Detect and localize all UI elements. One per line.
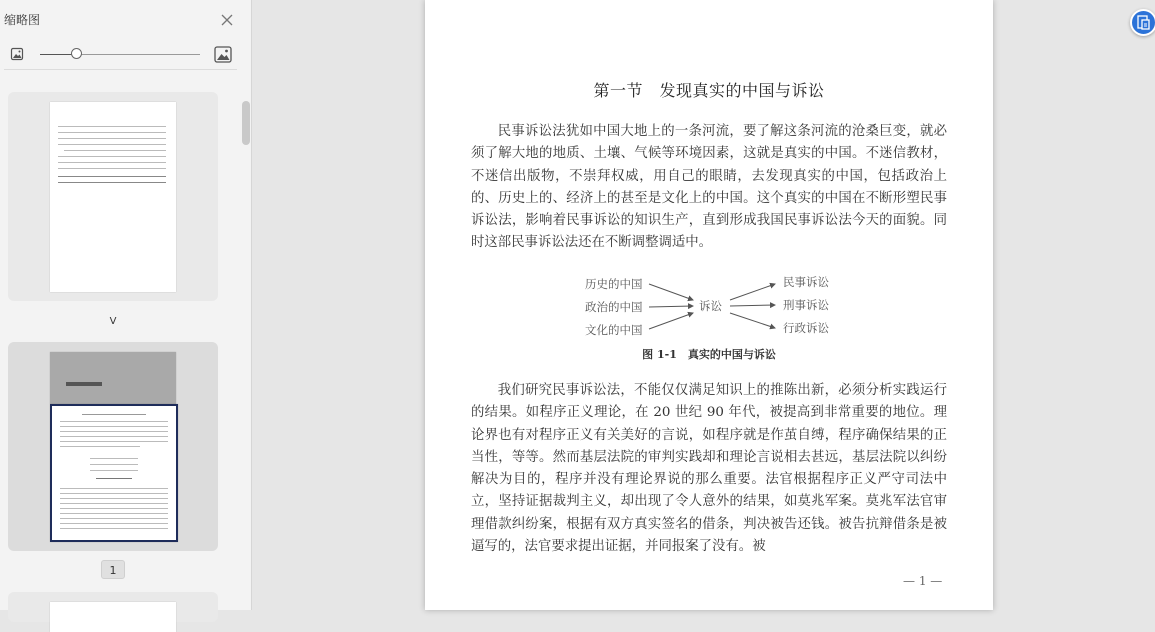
diagram-arrow: [730, 305, 775, 306]
thumbnail-label: V: [109, 316, 117, 327]
diagram-input-label: 文化的中国: [585, 323, 643, 337]
diagram-arrow: [730, 284, 775, 300]
large-image-icon[interactable]: [214, 46, 232, 63]
zoom-slider-handle[interactable]: [71, 48, 82, 59]
thumbnail-page: [50, 602, 176, 632]
diagram-output-label: 刑事诉讼: [783, 298, 829, 312]
diagram-arrow: [649, 306, 693, 307]
sidebar-divider: [4, 69, 237, 70]
thumbnail-page: [50, 404, 178, 542]
diagram-arrows: [575, 266, 875, 346]
diagram-input-label: 历史的中国: [585, 277, 643, 291]
pdf-convert-button[interactable]: [1130, 9, 1155, 36]
diagram-output-label: 民事诉讼: [783, 275, 829, 289]
diagram-input-label: 政治的中国: [585, 300, 643, 314]
thumbnail-card-1[interactable]: [8, 342, 218, 551]
paragraph: 民事诉讼法犹如中国大地上的一条河流，要了解这条河流的沧桑巨变，就必须了解大地的地质、土壤、气候等环境因素，这就是真实的中国。不迷信教材，不迷信出版物，不崇拜权威，用自己的眼睛，去发现真实的中国，包括政治上的、历史上的、经济上的甚至是文化上的中国。这个真实的中国在不断形塑民事诉讼法，影响着民事诉讼的知识生产，直到形成我国民事诉讼法今天的面貌。同时这部民事诉讼法还在不断调整调适中。: [471, 124, 947, 251]
zoom-slider-track[interactable]: [40, 54, 200, 55]
thumbnail-page-number: 1: [101, 560, 125, 579]
figure-caption: 图 1-1 真实的中国与诉讼: [642, 348, 776, 361]
small-image-icon[interactable]: [10, 47, 24, 61]
page-number: — 1 —: [903, 574, 943, 588]
diagram-center-label: 诉讼: [699, 299, 722, 313]
close-icon[interactable]: [219, 12, 235, 28]
diagram-arrow: [730, 313, 775, 328]
document-page: [425, 0, 993, 610]
paragraph: 我们研究民事诉讼法，不能仅仅满足知识上的推陈出新，必须分析实践运行的结果。如程序正义理论，在 20 世纪 90 年代，被提高到非常重要的地位。理论界也有对程序正义有关美好的言说，如程序就是作茧自缚，程序确保结果的正当性，等等。然而基层法院的审判实践却和理论言说相去甚远，基层法院以纠纷解决为目的，程序并没有理论界说的那么重要。法官根据程序正义严守司法中立，坚持证据裁判主义，却出现了令人意外的结果，如莫兆军案。莫兆军法官审理借款纠纷案，根据有双方真实签名的借条，判决被告还钱。被告抗辩借条是被逼写的，法官要求提出证据，并同报案了没有。被: [471, 383, 947, 555]
thumbnail-card-v[interactable]: [8, 92, 218, 301]
diagram-output-label: 行政诉讼: [783, 321, 829, 335]
diagram-arrow: [649, 284, 693, 300]
pdf-convert-icon: [1132, 11, 1155, 34]
thumbnail-chapter-page: [50, 352, 176, 404]
sidebar-scrollbar[interactable]: [242, 101, 250, 145]
thumbnail-card-next[interactable]: [8, 592, 218, 622]
diagram-arrow: [649, 313, 693, 329]
thumbnail-sidebar: [0, 0, 252, 610]
sidebar-title: 缩略图: [4, 13, 41, 27]
section-title: 第一节 发现真实的中国与诉讼: [593, 81, 825, 100]
thumbnail-page: [50, 102, 176, 292]
